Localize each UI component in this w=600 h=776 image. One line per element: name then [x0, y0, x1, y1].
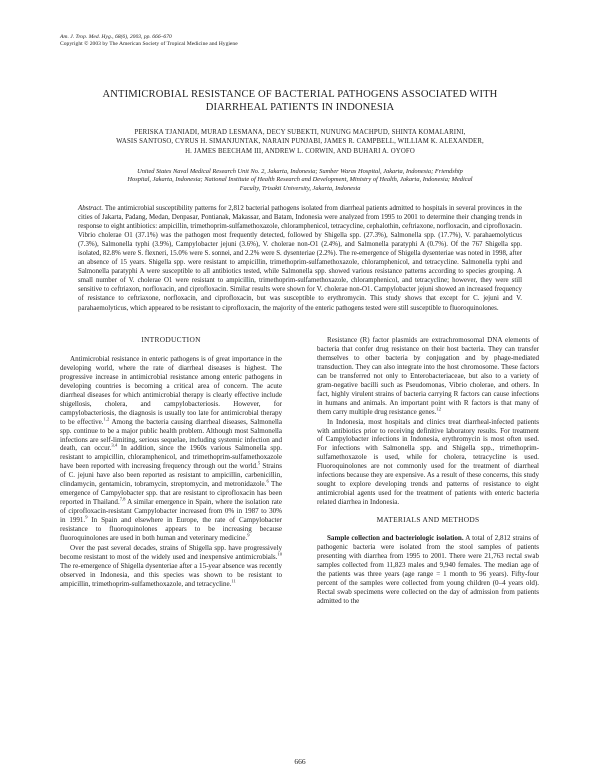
- text-run: Resistance (R) factor plasmids are extrachromosomal DNA elements of bacteria that confer drug resistance on their host bacteria. They can transfer themselves to other bacteria by conjugation and by phage-mediated transduction. They can also integrate into the host chromosome. These factors can be transferred not only to Enterobacteriaceae, but also to a variety of gram-negative bacilli such as Pseudomonas, Vibrio cholerae, and others. In fact, highly virulent strains of bacteria carrying R factors can cause infections in humans and animals. An important point with R factors is that many of them carry multiple drug resistance genes.: [317, 336, 539, 416]
- reference-marker: 7,8: [119, 496, 126, 502]
- methods-paragraph-1: [317, 534, 539, 606]
- reference-marker: 11: [231, 578, 236, 584]
- text-run: Over the past several decades, strains of Shigella spp. have progressively become resistant to most of the widely used and inexpensive antimicrobials.: [60, 543, 282, 561]
- left-column: [60, 336, 282, 589]
- abstract-text: The antimicrobial susceptibility patterns for 2,812 bacterial pathogens isolated from diarrheal patients admitted to hospitals in several provinces in the cities of Jakarta, Padang, Medan, Denpasar, Pontianak, Makassar, and Batam, Indonesia were analyzed from 1995 to 2001 to determine their changing trends in response to eight antibiotics: ampicillin, trimethoprim-sulfamethoxazole, chloramphenicol, tetracycline, cephalothin, ceftriaxone, norfloxacin, and ciprofloxacin. Vibrio cholerae O1 (37.1%) was the pathogen most frequently detected, followed by Shigella spp. (27.3%), Salmonella spp. (17.7%), V. parahaemolyticus (7.3%), Salmonella typhi (3.9%), Campylobacter jejuni (3.6%), V. cholerae non-O1 (2.4%), and Salmonella paratyphi A (0.7%). Of the 767 Shigella spp. isolated, 82.8% were S. flexneri, 15.0% were S. sonnei, and 2.2% were S. dysenteriae (2.2%). The re-emergence of Shigella dysenteriae was noted in 1998, after an absence of 15 years. Shigella spp. were resistant to ampicillin, trimethoprim-sulfamethoxazole, chloramphenicol, and tetracycline. Salmonella typhi and Salmonella paratyphi A were susceptible to all antibiotics tested, while Salmonella spp. showed various resistance patterns according to species grouping. A small number of V. cholerae O1 were resistant to ampicillin, trimethoprim-sulfamethoxazole, chloramphenicol, and tetracycline; however, they were still sensitive to ceftriaxon, norfloxacin, and ciprofloxacin. Similar results were shown for V. cholerae non-O1. Campylobacter jejuni showed an increased frequency of resistance to ceftriaxone, norfloxacin, and ciprofloxacin, but was susceptible to erythromycin. This study shows that except for C. jejuni and V. parahaemolyticus, which appeared to be resistant to ciprofloxacin, the majority of the enteric pathogens tested were still susceptible to fluoroquinolones.: [78, 205, 522, 312]
- text-run: Among the bacteria causing diarrheal diseases, Salmonella spp. continue to be a major public health problem. Although most Salmonella infections are self-limiting, serious sequelae, including systemic infection and death, can occur.: [60, 417, 282, 453]
- paper-title: [60, 88, 540, 114]
- text-run: The re-emergence of Shigella dysenteriae after a 15-year absence was recently observed in Indonesia, and this species was shown to be resistant to ampicillin, trimethoprim-sulfamethoxazole, and tetracycline.: [60, 561, 282, 588]
- text-run: In Spain and elsewhere in Europe, the rate of Campylobacter resistance to fluoroquinolones appears to be increasing because fluoroquinolones are used in both human and veterinary medicine.: [60, 516, 282, 543]
- reference-marker: 5: [257, 461, 261, 467]
- abstract-label: Abstract.: [78, 205, 104, 212]
- reference-marker: 10: [277, 551, 282, 557]
- intro-paragraph-4: In Indonesia, most hospitals and clinics treat diarrheal-infected patients with antibiotics prior to receiving definitive laboratory results. For treatment of Campylobacter infections in Indonesia, erythromycin is most often used. For infections with Salmonella spp. and Shigella spp., trimethoprim-sulfamethoxazole is used, while for cholera, tetracycline is used. Fluoroquinolones are not commonly used for the treatment of diarrheal infections because they are expensive. As a result of these concerns, this study sought to explore developing trends and patterns of resistance to eight antimicrobial agents used for the treatment of patients with enteric bacteria related diarrhea in Indonesia.: [317, 417, 539, 507]
- affiliation-line-3: Faculty, Trisakti University, Jakarta, Indonesia: [239, 184, 361, 192]
- reference-marker: 6: [266, 478, 269, 484]
- journal-citation: Am. J. Trop. Med. Hyg., 68(6), 2003, pp. 666–670: [60, 34, 172, 40]
- affiliation-line-1: United States Naval Medical Research Unit No. 2, Jakarta, Indonesia; Sumber Waras Hospital, Jakarta, Indonesia; Friendship: [137, 168, 463, 175]
- reference-marker: 9: [85, 514, 88, 520]
- section-heading-introduction: INTRODUCTION: [141, 335, 201, 344]
- reference-marker: 1,2: [103, 416, 110, 422]
- affiliations: [60, 168, 540, 193]
- subsection-heading: Sample collection and bacteriologic isolation.: [327, 534, 464, 543]
- intro-paragraph-2: [60, 544, 282, 589]
- author-list: [60, 128, 540, 156]
- text-run: The emergence of Campylobacter spp. that are resistant to ciprofloxacin has been reported in Thailand.: [60, 480, 283, 507]
- intro-paragraph-1: [60, 355, 282, 543]
- abstract: [78, 204, 522, 313]
- text-run: In addition, since the 1960s various Salmonella spp. resistant to ampicillin, chloramphenicol, and trimethoprim-sulfamethoxazole have been reported with increasing frequency through out the world.: [60, 444, 282, 471]
- authors-line-2: WASIS SANTOSO, CYRUS H. SIMANJUNTAK, NARAIN PUNJABI, JAMES R. CAMPBELL, WILLIAM K. ALEXANDER,: [116, 138, 484, 146]
- text-run: A similar emergence in Spain, where the isolation rate of ciprofloxacin-resistant Campylobacter increased from 0% in 1987 to 30% in 1991.: [60, 498, 282, 525]
- text-run: Antimicrobial resistance in enteric pathogens is of great importance in the developing world, where the rate of diarrheal diseases is highest. The progressive increase in antimicrobial resistance among enteric pathogens in developing countries is becoming a critical area of concern. The acute diarrheal diseases for which antimicrobial therapy is clearly effective include shigellosis, cholera, and campylobacteriosis. However, for campylobacteriosis, the diagnosis is usually too late for antimicrobial therapy to be effective.: [60, 354, 282, 426]
- title-line-1: ANTIMICROBIAL RESISTANCE OF BACTERIAL PATHOGENS ASSOCIATED WITH: [102, 89, 498, 100]
- section-heading-methods: MATERIALS AND METHODS: [376, 515, 480, 525]
- title-line-2: DIARRHEAL PATIENTS IN INDONESIA: [205, 102, 395, 113]
- text-run: A total of 2,812 strains of pathogenic bacteria were isolated from the stool samples of patients presenting with diarrhea from 1995 to 2001. There were 21,763 rectal swab samples collected from 11,823 males and 9,940 females. The median age of the patients was three years (age range = 1 month to 96 years). Fifty-four percent of the samples were collected from young children (0–4 years old). Rectal swab specimens were collected on the day of admission from patients admitted to the: [317, 534, 539, 605]
- authors-line-1: PERISKA TJANIADI, MURAD LESMANA, DECY SUBEKTI, NUNUNG MACHPUD, SHINTA KOMALARINI,: [134, 129, 466, 136]
- page-number: 666: [294, 757, 306, 766]
- affiliation-line-2: Hospital, Jakarta, Indonesia; National Institute of Health Research and Development, Ministry of Health, Jakarta, Indonesia; Medical: [127, 176, 473, 184]
- authors-line-3: H. JAMES BEECHAM III, ANDREW L. CORWIN, AND BUHARI A. OYOFO: [185, 147, 415, 155]
- journal-copyright: Copyright © 2003 by The American Society of Tropical Medicine and Hygiene: [60, 41, 238, 47]
- reference-marker: 9: [247, 532, 250, 538]
- reference-marker: 12: [436, 406, 441, 412]
- right-column: [317, 336, 539, 606]
- text-run: Strains of C. jejuni have also been reported as resistant to ampicillin, carbenicillin, clindamycin, gentamicin, tobramycin, streptomycin, and metronidazole.: [60, 462, 282, 489]
- reference-marker: 3,4: [111, 443, 118, 449]
- journal-header: [60, 34, 238, 48]
- intro-paragraph-3: [317, 336, 539, 417]
